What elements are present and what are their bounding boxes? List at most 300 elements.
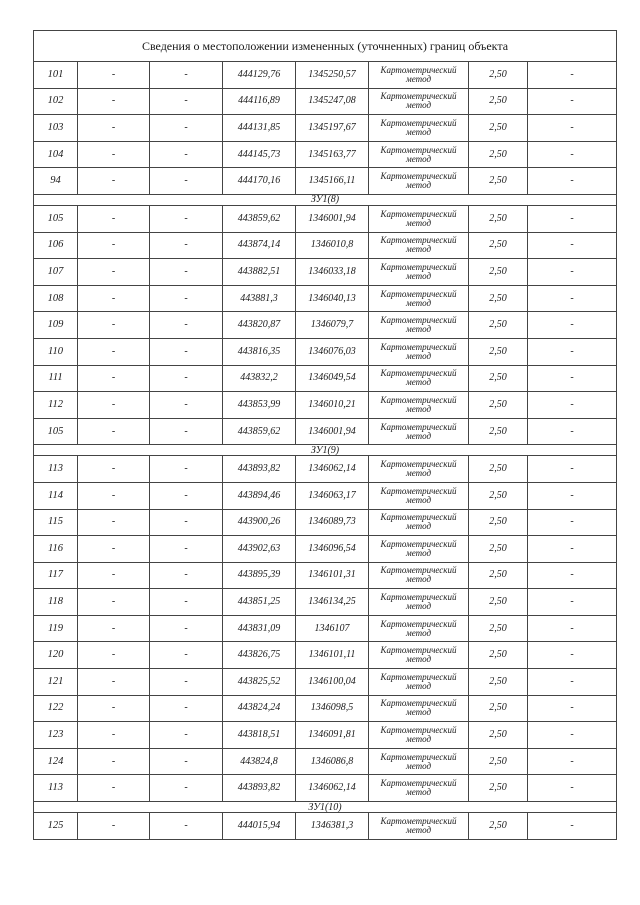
description: - [528, 456, 617, 483]
new-y: 1346076,03 [296, 338, 369, 365]
table-row [34, 748, 617, 775]
old-y: - [150, 482, 223, 509]
point-number: 116 [34, 536, 78, 563]
new-y: 1346001,94 [296, 418, 369, 445]
new-x: 443859,62 [223, 418, 296, 445]
table-row [34, 205, 617, 232]
new-x: 443825,52 [223, 669, 296, 696]
method-text: Картометрический [380, 618, 457, 629]
method-text: метод [405, 547, 432, 558]
method-cell [369, 88, 469, 115]
method-cell [369, 141, 469, 168]
method-cell [369, 695, 469, 722]
description: - [528, 509, 617, 536]
section-row [34, 194, 617, 205]
new-x: 443826,75 [223, 642, 296, 669]
accuracy: 2,50 [469, 365, 528, 392]
old-x: - [78, 392, 150, 419]
accuracy: 2,50 [469, 312, 528, 339]
point-number: 121 [34, 669, 78, 696]
description: - [528, 115, 617, 142]
new-x: 443832,2 [223, 365, 296, 392]
old-x: - [78, 562, 150, 589]
new-y: 1346010,8 [296, 232, 369, 259]
point-number: 113 [34, 456, 78, 483]
new-y: 1346101,31 [296, 562, 369, 589]
table-row [34, 392, 617, 419]
accuracy: 2,50 [469, 168, 528, 195]
method-text: Картометрический [380, 565, 457, 576]
method-text: Картометрический [380, 751, 457, 762]
accuracy: 2,50 [469, 456, 528, 483]
old-x: - [78, 536, 150, 563]
description: - [528, 615, 617, 642]
method-text: Картометрический [380, 341, 457, 352]
new-x: 443824,24 [223, 695, 296, 722]
old-x: - [78, 748, 150, 775]
old-x: - [78, 615, 150, 642]
table-row [34, 232, 617, 259]
point-number: 103 [34, 115, 78, 142]
new-y: 1346101,11 [296, 642, 369, 669]
method-cell [369, 205, 469, 232]
method-text: метод [405, 73, 432, 84]
method-cell [369, 615, 469, 642]
method-text: Картометрический [380, 144, 457, 155]
method-cell [369, 62, 469, 89]
old-x: - [78, 669, 150, 696]
table-row [34, 338, 617, 365]
accuracy: 2,50 [469, 392, 528, 419]
description: - [528, 205, 617, 232]
method-text: метод [405, 217, 432, 228]
description: - [528, 232, 617, 259]
method-text: метод [405, 787, 432, 798]
table-row [34, 695, 617, 722]
new-x: 443893,82 [223, 456, 296, 483]
description: - [528, 141, 617, 168]
table-row [34, 642, 617, 669]
new-x: 444129,76 [223, 62, 296, 89]
old-x: - [78, 312, 150, 339]
description: - [528, 285, 617, 312]
old-y: - [150, 88, 223, 115]
table-row [34, 589, 617, 616]
method-cell [369, 115, 469, 142]
old-x: - [78, 722, 150, 749]
point-number: 115 [34, 509, 78, 536]
table-row [34, 312, 617, 339]
new-x: 443902,63 [223, 536, 296, 563]
accuracy: 2,50 [469, 748, 528, 775]
old-y: - [150, 141, 223, 168]
table-row [34, 259, 617, 286]
method-text: метод [405, 430, 432, 441]
description: - [528, 312, 617, 339]
method-cell [369, 642, 469, 669]
method-text: Картометрический [380, 288, 457, 299]
table-row [34, 285, 617, 312]
point-number: 105 [34, 418, 78, 445]
new-y: 1346107 [296, 615, 369, 642]
accuracy: 2,50 [469, 695, 528, 722]
accuracy: 2,50 [469, 88, 528, 115]
point-number: 101 [34, 62, 78, 89]
new-x: 443894,46 [223, 482, 296, 509]
description: - [528, 642, 617, 669]
accuracy: 2,50 [469, 141, 528, 168]
description: - [528, 536, 617, 563]
method-cell [369, 418, 469, 445]
table-title: Сведения о местоположении измененных (уточненных) границ объекта [34, 31, 617, 62]
method-text: метод [405, 707, 432, 718]
method-cell [369, 285, 469, 312]
new-y: 1346089,73 [296, 509, 369, 536]
new-x: 443893,82 [223, 775, 296, 802]
old-y: - [150, 669, 223, 696]
old-y: - [150, 562, 223, 589]
new-x: 443874,14 [223, 232, 296, 259]
description: - [528, 562, 617, 589]
method-text: Картометрический [380, 485, 457, 496]
old-y: - [150, 615, 223, 642]
old-y: - [150, 392, 223, 419]
description: - [528, 392, 617, 419]
accuracy: 2,50 [469, 418, 528, 445]
accuracy: 2,50 [469, 562, 528, 589]
description: - [528, 669, 617, 696]
new-y: 1346086,8 [296, 748, 369, 775]
method-text: Картометрический [380, 592, 457, 603]
method-cell [369, 562, 469, 589]
boundary-coordinates-table [33, 30, 617, 840]
point-number: 117 [34, 562, 78, 589]
new-x: 443831,09 [223, 615, 296, 642]
new-y: 1346134,25 [296, 589, 369, 616]
method-text: метод [405, 494, 432, 505]
old-y: - [150, 232, 223, 259]
method-text: Картометрический [380, 235, 457, 246]
old-y: - [150, 748, 223, 775]
new-x: 443895,39 [223, 562, 296, 589]
point-number: 105 [34, 205, 78, 232]
section-row [34, 802, 617, 813]
description: - [528, 813, 617, 840]
table-row [34, 456, 617, 483]
new-x: 444116,89 [223, 88, 296, 115]
method-cell [369, 365, 469, 392]
description: - [528, 418, 617, 445]
description: - [528, 695, 617, 722]
method-cell [369, 669, 469, 696]
point-number: 108 [34, 285, 78, 312]
table-row [34, 536, 617, 563]
old-x: - [78, 509, 150, 536]
old-x: - [78, 813, 150, 840]
new-y: 1346062,14 [296, 456, 369, 483]
method-cell [369, 392, 469, 419]
new-y: 1345166,11 [296, 168, 369, 195]
description: - [528, 482, 617, 509]
description: - [528, 62, 617, 89]
method-text: Картометрический [380, 645, 457, 656]
new-y: 1346001,94 [296, 205, 369, 232]
method-cell [369, 813, 469, 840]
old-y: - [150, 168, 223, 195]
method-text: Картометрический [380, 538, 457, 549]
new-y: 1346063,17 [296, 482, 369, 509]
method-text: метод [405, 180, 432, 191]
method-cell [369, 722, 469, 749]
method-text: метод [405, 521, 432, 532]
old-y: - [150, 285, 223, 312]
new-x: 443881,3 [223, 285, 296, 312]
old-y: - [150, 509, 223, 536]
new-x: 443851,25 [223, 589, 296, 616]
accuracy: 2,50 [469, 62, 528, 89]
accuracy: 2,50 [469, 615, 528, 642]
point-number: 110 [34, 338, 78, 365]
new-y: 1346040,13 [296, 285, 369, 312]
table-row [34, 669, 617, 696]
old-x: - [78, 62, 150, 89]
old-y: - [150, 205, 223, 232]
point-number: 119 [34, 615, 78, 642]
method-text: Картометрический [380, 64, 457, 75]
section-row [34, 445, 617, 456]
method-cell [369, 589, 469, 616]
old-y: - [150, 62, 223, 89]
description: - [528, 365, 617, 392]
new-x: 443820,87 [223, 312, 296, 339]
old-y: - [150, 813, 223, 840]
old-x: - [78, 695, 150, 722]
method-text: метод [405, 601, 432, 612]
old-y: - [150, 536, 223, 563]
old-x: - [78, 456, 150, 483]
method-text: Картометрический [380, 459, 457, 470]
method-cell [369, 509, 469, 536]
accuracy: 2,50 [469, 205, 528, 232]
old-x: - [78, 205, 150, 232]
old-y: - [150, 365, 223, 392]
method-text: метод [405, 734, 432, 745]
table-row [34, 365, 617, 392]
table-row [34, 615, 617, 642]
method-text: метод [405, 350, 432, 361]
old-y: - [150, 722, 223, 749]
method-text: Картометрический [380, 208, 457, 219]
new-y: 1346010,21 [296, 392, 369, 419]
point-number: 124 [34, 748, 78, 775]
description: - [528, 259, 617, 286]
method-text: метод [405, 403, 432, 414]
method-cell [369, 259, 469, 286]
old-y: - [150, 259, 223, 286]
accuracy: 2,50 [469, 669, 528, 696]
point-number: 104 [34, 141, 78, 168]
accuracy: 2,50 [469, 232, 528, 259]
method-cell [369, 775, 469, 802]
method-text: Картометрический [380, 815, 457, 826]
method-cell [369, 168, 469, 195]
new-x: 443818,51 [223, 722, 296, 749]
old-y: - [150, 312, 223, 339]
method-text: метод [405, 100, 432, 111]
method-cell [369, 456, 469, 483]
old-x: - [78, 259, 150, 286]
point-number: 106 [34, 232, 78, 259]
new-y: 1346049,54 [296, 365, 369, 392]
table-row [34, 775, 617, 802]
new-x: 444131,85 [223, 115, 296, 142]
old-x: - [78, 775, 150, 802]
method-text: Картометрический [380, 671, 457, 682]
old-x: - [78, 141, 150, 168]
description: - [528, 748, 617, 775]
point-number: 109 [34, 312, 78, 339]
old-x: - [78, 338, 150, 365]
table-row [34, 168, 617, 195]
method-text: Картометрический [380, 171, 457, 182]
accuracy: 2,50 [469, 775, 528, 802]
old-y: - [150, 695, 223, 722]
old-y: - [150, 418, 223, 445]
accuracy: 2,50 [469, 259, 528, 286]
method-text: Картометрический [380, 778, 457, 789]
accuracy: 2,50 [469, 285, 528, 312]
table-row [34, 562, 617, 589]
old-x: - [78, 232, 150, 259]
method-text: метод [405, 297, 432, 308]
description: - [528, 338, 617, 365]
method-text: Картометрический [380, 421, 457, 432]
method-text: метод [405, 760, 432, 771]
method-cell [369, 312, 469, 339]
old-y: - [150, 775, 223, 802]
old-x: - [78, 482, 150, 509]
method-text: метод [405, 324, 432, 335]
method-cell [369, 748, 469, 775]
new-x: 443853,99 [223, 392, 296, 419]
accuracy: 2,50 [469, 813, 528, 840]
new-y: 1345163,77 [296, 141, 369, 168]
accuracy: 2,50 [469, 482, 528, 509]
accuracy: 2,50 [469, 722, 528, 749]
point-number: 102 [34, 88, 78, 115]
accuracy: 2,50 [469, 536, 528, 563]
table-row [34, 418, 617, 445]
description: - [528, 88, 617, 115]
new-y: 1345197,67 [296, 115, 369, 142]
method-text: Картометрический [380, 698, 457, 709]
table-row [34, 813, 617, 840]
point-number: 122 [34, 695, 78, 722]
description: - [528, 589, 617, 616]
method-text: метод [405, 377, 432, 388]
new-x: 443859,62 [223, 205, 296, 232]
new-y: 1346079,7 [296, 312, 369, 339]
new-y: 1346381,3 [296, 813, 369, 840]
old-y: - [150, 642, 223, 669]
table-row [34, 509, 617, 536]
method-cell [369, 232, 469, 259]
old-y: - [150, 456, 223, 483]
accuracy: 2,50 [469, 338, 528, 365]
description: - [528, 775, 617, 802]
point-number: 125 [34, 813, 78, 840]
method-text: метод [405, 680, 432, 691]
new-y: 1346091,81 [296, 722, 369, 749]
method-text: метод [405, 153, 432, 164]
new-x: 443816,35 [223, 338, 296, 365]
old-x: - [78, 642, 150, 669]
new-y: 1346033,18 [296, 259, 369, 286]
point-number: 94 [34, 168, 78, 195]
new-x: 443882,51 [223, 259, 296, 286]
table-row [34, 62, 617, 89]
new-x: 444015,94 [223, 813, 296, 840]
method-cell [369, 338, 469, 365]
old-x: - [78, 589, 150, 616]
old-y: - [150, 589, 223, 616]
method-text: Картометрический [380, 512, 457, 523]
point-number: 123 [34, 722, 78, 749]
method-text: метод [405, 654, 432, 665]
accuracy: 2,50 [469, 115, 528, 142]
method-text: метод [405, 270, 432, 281]
old-x: - [78, 285, 150, 312]
point-number: 107 [34, 259, 78, 286]
method-text: Картометрический [380, 725, 457, 736]
method-text: Картометрический [380, 261, 457, 272]
old-x: - [78, 168, 150, 195]
method-text: метод [405, 627, 432, 638]
old-x: - [78, 365, 150, 392]
description: - [528, 722, 617, 749]
new-y: 1346100,04 [296, 669, 369, 696]
method-text: метод [405, 244, 432, 255]
section-label: ЗУ1(8) [34, 194, 617, 205]
new-y: 1346096,54 [296, 536, 369, 563]
description: - [528, 168, 617, 195]
point-number: 111 [34, 365, 78, 392]
old-x: - [78, 88, 150, 115]
section-label: ЗУ1(10) [34, 802, 617, 813]
old-y: - [150, 338, 223, 365]
new-x: 443900,26 [223, 509, 296, 536]
accuracy: 2,50 [469, 589, 528, 616]
method-text: метод [405, 824, 432, 835]
method-text: Картометрический [380, 368, 457, 379]
point-number: 113 [34, 775, 78, 802]
point-number: 120 [34, 642, 78, 669]
method-cell [369, 482, 469, 509]
old-x: - [78, 115, 150, 142]
new-y: 1346098,5 [296, 695, 369, 722]
new-y: 1345247,08 [296, 88, 369, 115]
new-y: 1345250,57 [296, 62, 369, 89]
method-text: метод [405, 574, 432, 585]
new-x: 444170,16 [223, 168, 296, 195]
method-cell [369, 536, 469, 563]
point-number: 112 [34, 392, 78, 419]
table-row [34, 88, 617, 115]
method-text: Картометрический [380, 315, 457, 326]
new-y: 1346062,14 [296, 775, 369, 802]
accuracy: 2,50 [469, 642, 528, 669]
table-body [34, 31, 617, 840]
